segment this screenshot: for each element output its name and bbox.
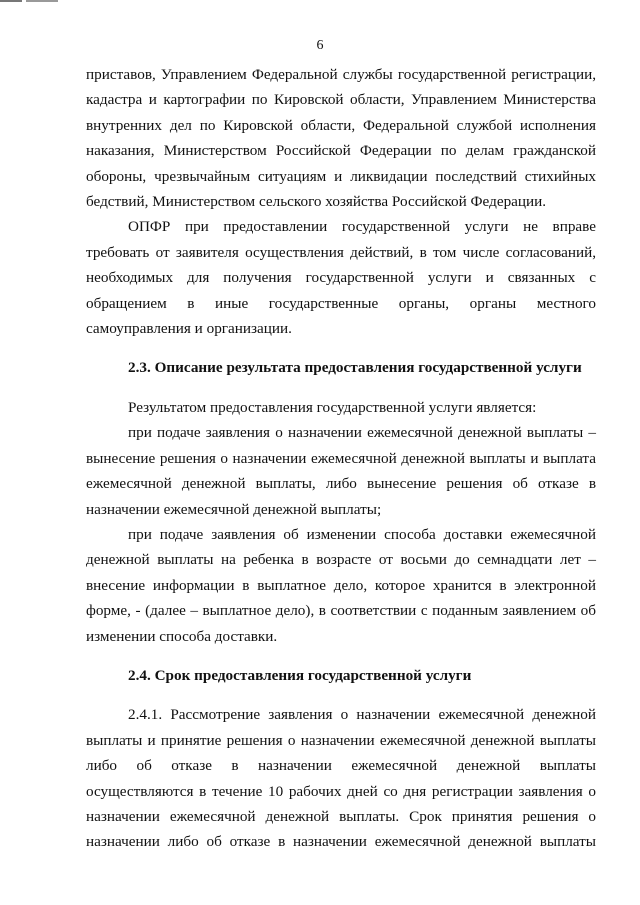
section-heading-2-3: 2.3. Описание результата предоставления государственной услуги xyxy=(128,359,582,377)
paragraph-2-4-1: 2.4.1. Рассмотрение заявления о назначении ежемесячной денежной выплаты и принятие решения о назначении ежемесячной денежной выплаты либо об отказе в назначении ежемесячной денежной выплаты осуществляются в течение 10 рабочих дней со дня регистрации заявления о назначении ежемесячной денежной выплаты. Срок принятия решения о назначении либо об отказе в назначении ежемесячной денежной выплаты xyxy=(86,706,596,851)
scan-edge-mark xyxy=(0,0,58,2)
paragraph-result-delivery-change: при подаче заявления об изменении способа доставки ежемесячной денежной выплаты на ребенка в возрасте от восьми до семнадцати лет – внесение информации в выплатное дело, которое хранится в электронной форме, - (далее – выплатное дело), в соответствии с поданным заявлением об изменении способа доставки. xyxy=(86,525,596,645)
paragraph-agencies-continuation: приставов, Управлением Федеральной службы государственной регистрации, кадастра и картографии по Кировской области, Управлением Министерства внутренних дел по Кировской области, Федеральной службой исполнения наказания, Министерством Российской Федерации по делам гражданской обороны, чрезвычайным ситуациям и ликвидации последствий стихийных бедствий, Министерством сельского хозяйства Российской Федерации. xyxy=(86,66,596,211)
paragraph-result-intro: Результатом предоставления государственной услуги является: xyxy=(128,398,537,416)
section-heading-2-4: 2.4. Срок предоставления государственной услуги xyxy=(128,666,472,684)
page-number: 6 xyxy=(316,38,324,53)
paragraph-result-assignment: при подаче заявления о назначении ежемесячной денежной выплаты – вынесение решения о назначении ежемесячной денежной выплаты и выплата ежемесячной денежной выплаты, либо вынесение решения об отказе в назначении ежемесячной денежной выплаты; xyxy=(86,424,596,518)
paragraph-opfr-restrictions: ОПФР при предоставлении государственной услуги не вправе требовать от заявителя осуществления действий, в том числе согласований, необходимых для получения государственной услуги и связанных с обращением в иные государственные органы, органы местного самоуправления и организации. xyxy=(86,218,596,338)
document-body xyxy=(86,62,596,855)
